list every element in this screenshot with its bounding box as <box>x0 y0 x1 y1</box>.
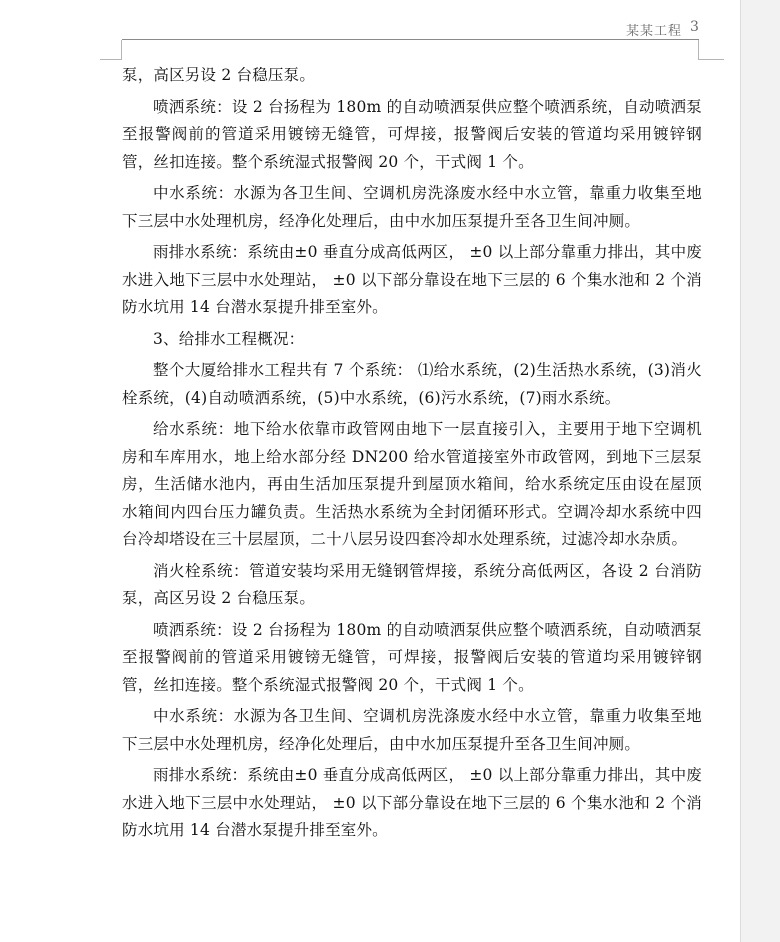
margin-corner-mark-left <box>121 40 122 59</box>
paragraph-6: 给水系统：地下给水依靠市政管网由地下一层直接引入，主要用于地下空调机房和车库用水，地上给水部分经 DN200 给水管道接室外市政管网，到地下三层泵房，生活储水池内，再由生活加压泵提升到屋顶水箱间，给水系统定压由设在屋顶水箱间内四台压力罐负责。生活热水系统为全封闭循环形式。空调冷却水系统中四台冷却塔设在三十层屋顶，二十八层另设四套冷却水处理系统，过滤冷却水杂质。 <box>122 420 702 548</box>
paragraph-10: 雨排水系统：系统由±0 垂直分成高低两区， ±0 以上部分靠重力排出，其中废水进入地下三层中水处理站， ±0 以下部分靠设在地下三层的 6 个集水池和 2 个消防水坑用 14 台潜水泵提升排至室外。 <box>122 766 702 839</box>
paragraph-0: 泵，高区另设 2 台稳压泵。 <box>122 66 316 84</box>
header-page-number: 3 <box>690 19 699 35</box>
header-rule <box>122 39 699 40</box>
paragraph-8: 喷洒系统：设 2 台扬程为 180m 的自动喷洒泵供应整个喷洒系统，自动喷洒泵至报警阀前的管道采用镀镑无缝管，可焊接，报警阀后安装的管道均采用镀锌钢管，丝扣连接。整个系统湿式报警阀 20 个，干式阀 1 个。 <box>122 620 702 694</box>
paragraph-2: 中水系统：水源为各卫生间、空调机房洗涤废水经中水立管，靠重力收集至地下三层中水处理机房，经净化处理后，由中水加压泵提升至各卫生间冲厕。 <box>122 184 702 230</box>
paragraph-7: 消火栓系统：管道安装均采用无缝钢管焊接，系统分高低两区，各设 2 台消防泵，高区另设 2 台稳压泵。 <box>122 561 702 607</box>
document-body <box>122 62 702 849</box>
section-heading: 3、给排水工程概况： <box>153 329 305 348</box>
paragraph-3: 雨排水系统：系统由±0 垂直分成高低两区， ±0 以上部分靠重力排出，其中废水进入地下三层中水处理站， ±0 以下部分靠设在地下三层的 6 个集水池和 2 个消防水坑用 14 台潜水泵提升排至室外。 <box>122 243 702 316</box>
margin-corner-mark-right-horizontal <box>698 59 724 60</box>
margin-corner-mark-left-horizontal <box>100 59 122 60</box>
paragraph-5: 整个大厦给排水工程共有 7 个系统： ⑴给水系统，(2)生活热水系统，(3)消火栓系统，(4)自动喷洒系统，(5)中水系统，(6)污水系统，(7)雨水系统。 <box>122 361 702 407</box>
window-right-gutter <box>740 0 780 942</box>
margin-corner-mark-right <box>698 40 699 59</box>
paragraph-9: 中水系统：水源为各卫生间、空调机房洗涤废水经中水立管，靠重力收集至地下三层中水处理机房，经净化处理后，由中水加压泵提升至各卫生间冲厕。 <box>122 707 702 753</box>
header-title: 某某工程 <box>626 24 683 39</box>
paragraph-1: 喷洒系统：设 2 台扬程为 180m 的自动喷洒泵供应整个喷洒系统，自动喷洒泵至报警阀前的管道采用镀镑无缝管，可焊接，报警阀后安装的管道均采用镀锌钢管，丝扣连接。整个系统湿式报警阀 20 个，干式阀 1 个。 <box>122 97 702 171</box>
